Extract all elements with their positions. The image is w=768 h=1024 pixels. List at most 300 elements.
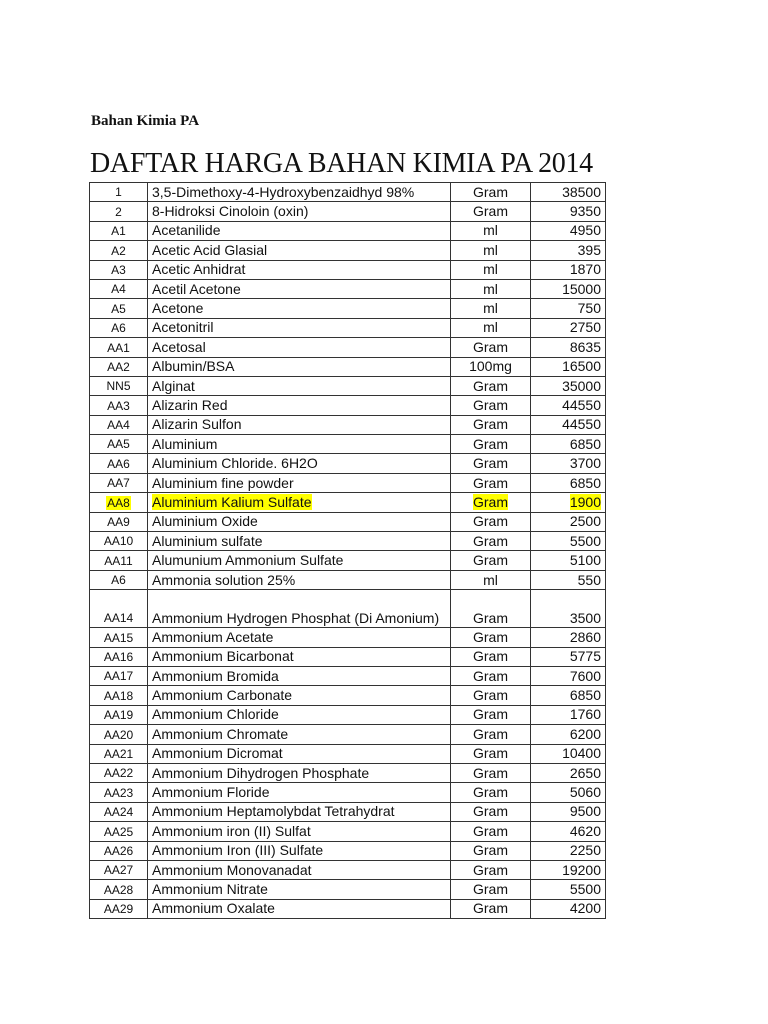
item-price-text: 3700 (569, 455, 601, 472)
item-code-text: AA7 (107, 476, 130, 491)
item-unit-cell (451, 705, 531, 724)
item-unit-cell (451, 783, 531, 802)
item-name-cell (148, 221, 451, 240)
item-price-text: 750 (577, 300, 601, 317)
item-code-cell (90, 493, 148, 512)
item-code-text: A5 (111, 301, 126, 316)
item-code-cell (90, 686, 148, 705)
item-price-cell (531, 435, 606, 454)
item-name-text: Aluminium Oxide (152, 513, 258, 530)
item-price-text: 6850 (569, 435, 601, 452)
item-unit-cell (451, 279, 531, 298)
item-name-text: Ammonium Nitrate (152, 880, 268, 897)
item-code-cell (90, 860, 148, 879)
item-code-cell (90, 532, 148, 551)
item-name-cell (148, 415, 451, 434)
item-price-cell (531, 860, 606, 879)
item-unit-cell (451, 493, 531, 512)
item-name-text: Alumunium Ammonium Sulfate (152, 552, 344, 569)
item-price-cell (531, 493, 606, 512)
item-unit-cell (451, 357, 531, 376)
item-name-cell (148, 686, 451, 705)
item-unit-text: Gram (473, 628, 508, 645)
item-name-cell (148, 512, 451, 531)
item-code-text: AA14 (103, 611, 134, 626)
item-code-text: A1 (111, 224, 126, 239)
item-price-cell (531, 183, 606, 202)
table-row (90, 744, 606, 763)
item-unit-text: Gram (473, 861, 508, 878)
table-row (90, 512, 606, 531)
item-price-text: 395 (577, 241, 601, 258)
item-code-text: AA27 (103, 863, 134, 878)
item-name-text: Ammonium Acetate (152, 628, 274, 645)
item-name-cell (148, 183, 451, 202)
item-name-cell (148, 628, 451, 647)
item-unit-text: Gram (473, 822, 508, 839)
table-row (90, 590, 606, 628)
item-code-cell (90, 202, 148, 221)
item-code-text: AA24 (103, 805, 134, 820)
item-name-text: Aluminium Kalium Sulfate (152, 493, 312, 510)
table-row (90, 666, 606, 685)
item-name-cell (148, 802, 451, 821)
item-code-text: A3 (111, 262, 126, 277)
item-price-cell (531, 822, 606, 841)
item-code-text: NN5 (106, 379, 131, 394)
item-price-cell (531, 357, 606, 376)
item-name-text: Ammonium Bicarbonat (152, 648, 294, 665)
item-name-cell (148, 202, 451, 221)
item-unit-cell (451, 880, 531, 899)
item-unit-cell (451, 473, 531, 492)
item-code-cell (90, 744, 148, 763)
item-price-cell (531, 705, 606, 724)
item-unit-text: ml (483, 319, 498, 336)
table-row (90, 686, 606, 705)
item-price-cell (531, 686, 606, 705)
table-row (90, 705, 606, 724)
item-price-text: 5100 (569, 552, 601, 569)
item-name-cell (148, 318, 451, 337)
item-unit-text: Gram (473, 745, 508, 762)
table-row (90, 802, 606, 821)
item-price-cell (531, 666, 606, 685)
item-code-text: AA23 (103, 785, 134, 800)
table-row (90, 860, 606, 879)
item-price-text: 4950 (569, 222, 601, 239)
item-price-cell (531, 415, 606, 434)
table-row (90, 532, 606, 551)
item-unit-cell (451, 318, 531, 337)
item-price-text: 5500 (569, 880, 601, 897)
item-price-cell (531, 783, 606, 802)
table-row (90, 415, 606, 434)
item-code-text: AA20 (103, 727, 134, 742)
item-unit-cell (451, 202, 531, 221)
item-code-cell (90, 802, 148, 821)
item-price-text: 3500 (569, 610, 601, 627)
item-name-text: Alginat (152, 377, 195, 394)
item-price-cell (531, 260, 606, 279)
item-name-text: 8-Hidroksi Cinoloin (oxin) (152, 203, 309, 220)
table-row (90, 473, 606, 492)
item-unit-text: Gram (473, 648, 508, 665)
item-name-text: Acetosal (152, 338, 206, 355)
item-price-cell (531, 202, 606, 221)
item-price-cell (531, 590, 606, 628)
item-price-cell (531, 744, 606, 763)
table-row (90, 493, 606, 512)
item-code-cell (90, 841, 148, 860)
item-code-cell (90, 880, 148, 899)
table-row (90, 202, 606, 221)
item-unit-text: Gram (473, 764, 508, 781)
item-unit-cell (451, 396, 531, 415)
price-table (89, 182, 606, 919)
item-name-text: Ammonium Monovanadat (152, 861, 312, 878)
item-code-text: AA25 (103, 824, 134, 839)
item-unit-text: Gram (473, 493, 508, 510)
item-code-cell (90, 241, 148, 260)
item-unit-cell (451, 628, 531, 647)
item-name-text: Ammonium Chloride (152, 706, 279, 723)
item-code-cell (90, 357, 148, 376)
item-price-cell (531, 221, 606, 240)
item-name-cell (148, 551, 451, 570)
item-price-cell (531, 763, 606, 782)
item-code-cell (90, 512, 148, 531)
item-unit-text: Gram (473, 784, 508, 801)
item-code-cell (90, 763, 148, 782)
table-row (90, 454, 606, 473)
item-name-cell (148, 590, 451, 628)
item-unit-cell (451, 512, 531, 531)
item-unit-cell (451, 841, 531, 860)
item-code-cell (90, 299, 148, 318)
item-name-text: Ammonium Bromida (152, 667, 279, 684)
item-unit-text: Gram (473, 183, 508, 200)
item-code-cell (90, 183, 148, 202)
item-price-cell (531, 318, 606, 337)
item-code-cell (90, 221, 148, 240)
item-code-text: AA15 (103, 630, 134, 645)
item-code-text: AA9 (107, 515, 130, 530)
item-code-cell (90, 435, 148, 454)
item-name-text: Acetone (152, 300, 204, 317)
item-price-cell (531, 647, 606, 666)
item-code-text: AA18 (103, 688, 134, 703)
item-name-text: Ammonium Oxalate (152, 900, 275, 917)
item-code-text: AA4 (107, 418, 130, 433)
item-price-text: 1900 (569, 493, 601, 510)
item-unit-cell (451, 666, 531, 685)
table-row (90, 241, 606, 260)
item-code-text: A6 (111, 573, 126, 588)
item-unit-text: Gram (473, 513, 508, 530)
item-price-text: 6850 (569, 687, 601, 704)
item-name-text: Ammonium Iron (III) Sulfate (152, 842, 324, 859)
item-name-cell (148, 279, 451, 298)
item-code-cell (90, 260, 148, 279)
item-name-text: Ammonium Carbonate (152, 687, 293, 704)
item-code-text: AA10 (103, 534, 134, 549)
item-price-text: 1870 (569, 261, 601, 278)
table-row (90, 570, 606, 589)
item-unit-cell (451, 532, 531, 551)
item-code-text: AA29 (103, 902, 134, 917)
item-code-cell (90, 376, 148, 395)
item-unit-text: ml (483, 222, 498, 239)
item-price-cell (531, 551, 606, 570)
table-row (90, 647, 606, 666)
item-unit-cell (451, 415, 531, 434)
item-name-cell (148, 763, 451, 782)
item-unit-cell (451, 260, 531, 279)
item-unit-cell (451, 590, 531, 628)
item-price-text: 38500 (562, 183, 601, 200)
item-price-cell (531, 396, 606, 415)
item-price-cell (531, 725, 606, 744)
item-code-text: AA26 (103, 843, 134, 858)
item-code-text: AA8 (107, 495, 130, 510)
item-price-text: 2750 (569, 319, 601, 336)
item-unit-text: Gram (473, 435, 508, 452)
item-code-text: AA6 (107, 456, 130, 471)
item-price-text: 550 (577, 571, 601, 588)
item-unit-text: Gram (473, 532, 508, 549)
item-price-text: 19200 (562, 861, 601, 878)
table-row (90, 435, 606, 454)
item-unit-text: Gram (473, 552, 508, 569)
item-name-cell (148, 357, 451, 376)
item-price-text: 35000 (562, 377, 601, 394)
item-unit-cell (451, 376, 531, 395)
item-unit-cell (451, 241, 531, 260)
item-unit-text: ml (483, 261, 498, 278)
table-row (90, 183, 606, 202)
item-code-text: A6 (111, 321, 126, 336)
item-unit-cell (451, 570, 531, 589)
item-unit-text: Gram (473, 203, 508, 220)
item-unit-text: Gram (473, 396, 508, 413)
section-label: Bahan Kimia PA (91, 113, 200, 129)
item-code-text: AA19 (103, 708, 134, 723)
item-code-text: AA2 (107, 359, 130, 374)
table-row (90, 338, 606, 357)
item-unit-text: Gram (473, 842, 508, 859)
table-row (90, 880, 606, 899)
item-code-text: AA21 (103, 746, 134, 761)
item-name-text: Ammonium Chromate (152, 725, 289, 742)
item-name-cell (148, 376, 451, 395)
item-price-cell (531, 338, 606, 357)
item-unit-text: Gram (473, 880, 508, 897)
item-unit-text: Gram (473, 416, 508, 433)
item-name-text: Ammonium iron (II) Sulfat (152, 822, 311, 839)
item-name-cell (148, 860, 451, 879)
table-row (90, 841, 606, 860)
item-unit-text: ml (483, 280, 498, 297)
item-price-text: 6850 (569, 474, 601, 491)
table-row (90, 396, 606, 415)
item-name-text: Ammonium Floride (152, 784, 270, 801)
item-code-cell (90, 666, 148, 685)
item-price-text: 16500 (562, 358, 601, 375)
item-price-text: 9500 (569, 803, 601, 820)
item-price-text: 2500 (569, 513, 601, 530)
table-row (90, 318, 606, 337)
item-price-text: 2250 (569, 842, 601, 859)
table-row (90, 299, 606, 318)
item-price-text: 44550 (562, 416, 601, 433)
item-name-cell (148, 899, 451, 918)
item-name-text: Acetanilide (152, 222, 221, 239)
item-name-text: Ammonium Heptamolybdat Tetrahydrat (152, 803, 395, 820)
item-code-text: AA22 (103, 766, 134, 781)
table-row (90, 783, 606, 802)
item-name-cell (148, 260, 451, 279)
item-code-text: AA11 (104, 553, 133, 568)
item-code-text: AA28 (103, 882, 134, 897)
item-name-cell (148, 435, 451, 454)
item-name-cell (148, 666, 451, 685)
item-unit-text: Gram (473, 338, 508, 355)
item-name-text: 3,5-Dimethoxy-4-Hydroxybenzaidhyd 98% (152, 183, 415, 200)
item-name-text: Ammonium Dihydrogen Phosphate (152, 764, 370, 781)
item-name-text: Alizarin Sulfon (152, 416, 242, 433)
table-row (90, 551, 606, 570)
item-name-cell (148, 241, 451, 260)
item-price-text: 4200 (569, 900, 601, 917)
item-code-cell (90, 279, 148, 298)
item-unit-cell (451, 454, 531, 473)
item-unit-cell (451, 338, 531, 357)
table-row (90, 628, 606, 647)
item-price-cell (531, 802, 606, 821)
item-unit-text: ml (483, 241, 498, 258)
item-unit-text: Gram (473, 687, 508, 704)
table-row (90, 260, 606, 279)
table-row (90, 376, 606, 395)
item-name-text: Acetic Acid Glasial (152, 241, 268, 258)
item-code-cell (90, 415, 148, 434)
item-unit-cell (451, 686, 531, 705)
table-row (90, 279, 606, 298)
table-row (90, 357, 606, 376)
item-price-text: 6200 (569, 725, 601, 742)
item-price-text: 5500 (569, 532, 601, 549)
item-code-cell (90, 318, 148, 337)
item-unit-text: Gram (473, 667, 508, 684)
item-unit-text: Gram (473, 455, 508, 472)
item-name-text: Ammonium Dicromat (152, 745, 283, 762)
item-unit-cell (451, 899, 531, 918)
item-code-cell (90, 705, 148, 724)
item-price-cell (531, 299, 606, 318)
item-price-text: 10400 (562, 745, 601, 762)
item-code-cell (90, 647, 148, 666)
item-code-text: A4 (111, 282, 126, 297)
item-price-text: 1760 (569, 706, 601, 723)
item-code-text: 2 (115, 204, 122, 219)
item-code-text: AA17 (103, 669, 134, 684)
item-code-text: AA3 (107, 398, 130, 413)
item-name-cell (148, 473, 451, 492)
item-name-cell (148, 570, 451, 589)
document-title: DAFTAR HARGA BAHAN KIMIA PA 2014 (90, 148, 593, 179)
item-unit-text: Gram (473, 725, 508, 742)
item-price-cell (531, 376, 606, 395)
item-unit-text: Gram (473, 706, 508, 723)
item-price-text: 9350 (569, 203, 601, 220)
item-unit-cell (451, 551, 531, 570)
item-unit-cell (451, 725, 531, 744)
item-unit-text: ml (483, 571, 498, 588)
item-unit-cell (451, 802, 531, 821)
item-price-text: 4620 (569, 822, 601, 839)
item-price-cell (531, 279, 606, 298)
item-price-text: 15000 (562, 280, 601, 297)
item-price-text: 5060 (569, 784, 601, 801)
item-unit-text: Gram (473, 803, 508, 820)
item-code-text: 1 (115, 185, 122, 200)
item-price-cell (531, 241, 606, 260)
item-unit-cell (451, 647, 531, 666)
item-name-cell (148, 299, 451, 318)
item-code-text: AA5 (107, 437, 130, 452)
item-name-text: Ammonium Hydrogen Phosphat (Di Amonium) (152, 610, 440, 627)
item-code-cell (90, 338, 148, 357)
item-price-text: 7600 (569, 667, 601, 684)
item-unit-text: 100mg (469, 358, 512, 375)
item-name-cell (148, 880, 451, 899)
table-row (90, 221, 606, 240)
item-name-text: Albumin/BSA (152, 358, 235, 375)
item-code-cell (90, 899, 148, 918)
item-unit-cell (451, 221, 531, 240)
item-code-text: AA1 (107, 340, 130, 355)
item-unit-text: Gram (473, 610, 508, 627)
table-row (90, 899, 606, 918)
item-price-cell (531, 454, 606, 473)
item-unit-cell (451, 822, 531, 841)
item-name-cell (148, 454, 451, 473)
item-unit-cell (451, 435, 531, 454)
table-row (90, 822, 606, 841)
item-name-text: Acetic Anhidrat (152, 261, 246, 278)
item-code-cell (90, 783, 148, 802)
item-price-text: 8635 (569, 338, 601, 355)
item-name-cell (148, 338, 451, 357)
item-name-cell (148, 822, 451, 841)
item-price-text: 44550 (562, 396, 601, 413)
item-unit-text: Gram (473, 900, 508, 917)
item-unit-cell (451, 860, 531, 879)
item-unit-text: Gram (473, 377, 508, 394)
table-row (90, 725, 606, 744)
item-price-cell (531, 880, 606, 899)
item-code-cell (90, 725, 148, 744)
item-name-cell (148, 396, 451, 415)
item-name-cell (148, 725, 451, 744)
item-unit-cell (451, 744, 531, 763)
item-name-text: Aluminium Chloride. 6H2O (152, 455, 318, 472)
item-name-text: Acetil Acetone (152, 280, 241, 297)
item-code-cell (90, 551, 148, 570)
item-unit-cell (451, 299, 531, 318)
item-name-text: Aluminium sulfate (152, 532, 263, 549)
